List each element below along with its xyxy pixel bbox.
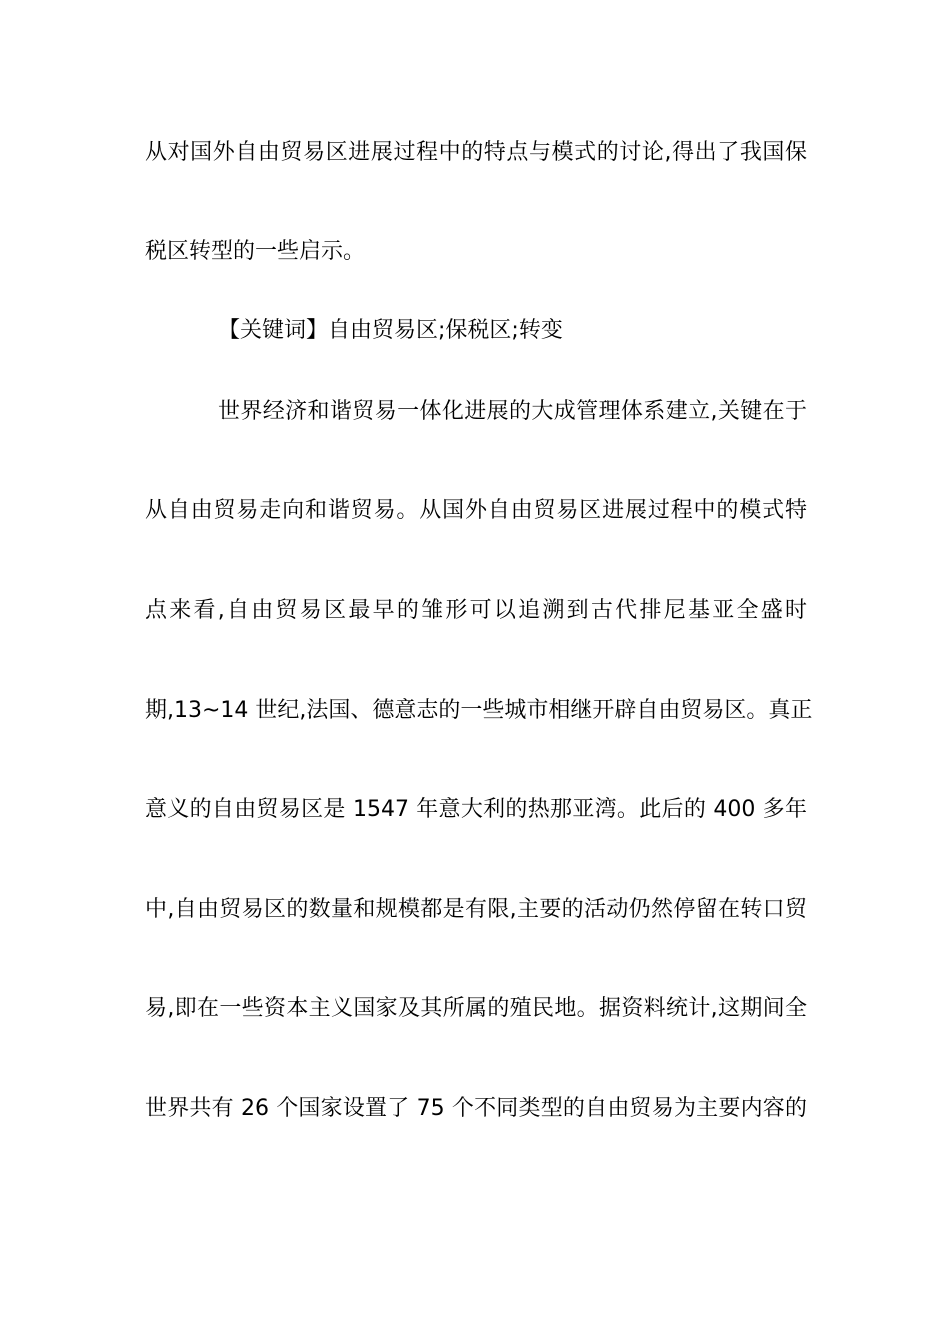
- body-paragraph-line: 意义的自由贸易区是 1547 年意大利的热那亚湾。此后的 400 多年: [145, 797, 807, 822]
- body-paragraph-line: 世界经济和谐贸易一体化进展的大成管理体系建立,关键在于: [218, 399, 807, 424]
- body-paragraph-line: 中,自由贸易区的数量和规模都是有限,主要的活动仍然停留在转口贸: [145, 897, 807, 922]
- body-paragraph-line: 期,13~14 世纪,法国、德意志的一些城市相继开辟自由贸易区。真正: [145, 698, 813, 723]
- abstract-line-2: 税区转型的一些启示。: [145, 239, 366, 264]
- body-paragraph-line: 世界共有 26 个国家设置了 75 个不同类型的自由贸易为主要内容的: [145, 1096, 807, 1121]
- abstract-line-1: 从对国外自由贸易区进展过程中的特点与模式的讨论,得出了我国保: [145, 140, 807, 165]
- body-paragraph-line: 点来看,自由贸易区最早的雏形可以追溯到古代排尼基亚全盛时: [145, 598, 807, 623]
- keywords-line: 【关键词】自由贸易区;保税区;转变: [218, 318, 563, 343]
- body-paragraph-line: 从自由贸易走向和谐贸易。从国外自由贸易区进展过程中的模式特: [145, 498, 807, 523]
- body-paragraph-line: 易,即在一些资本主义国家及其所属的殖民地。据资料统计,这期间全: [145, 996, 807, 1021]
